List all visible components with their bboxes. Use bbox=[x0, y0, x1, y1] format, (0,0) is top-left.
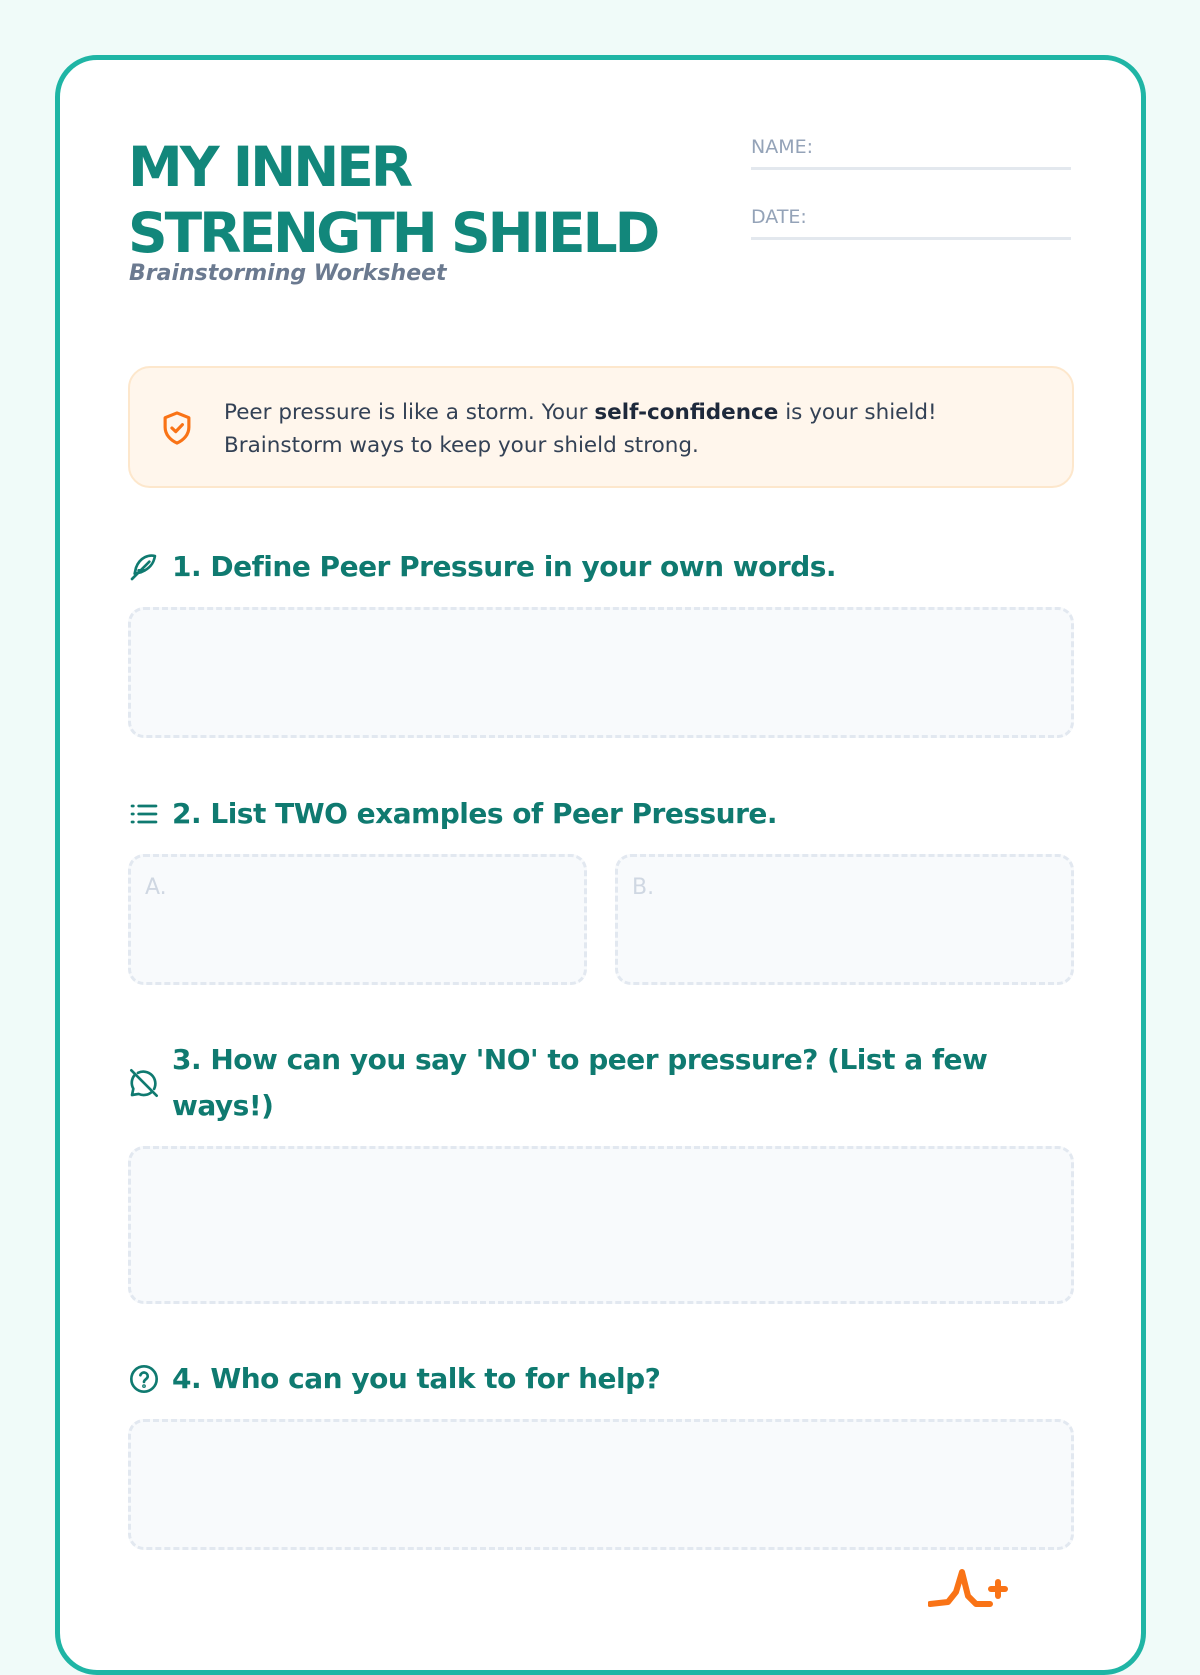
callout-text-end: is your shield! bbox=[778, 400, 937, 425]
question-4-heading bbox=[128, 1356, 1074, 1402]
callout-text bbox=[224, 396, 1044, 462]
list-icon bbox=[128, 798, 160, 830]
page-title-line-1: MY INNER bbox=[128, 135, 411, 199]
answer-box-1[interactable] bbox=[128, 607, 1074, 738]
callout-text-emphasis: self-confidence bbox=[594, 400, 779, 425]
answer-box-2b[interactable] bbox=[615, 854, 1074, 985]
page-subtitle: Brainstorming Worksheet bbox=[129, 261, 447, 286]
question-2-text: 2. List TWO examples of Peer Pressure. bbox=[172, 797, 778, 830]
callout-text-line-2: Brainstorm ways to keep your shield strong. bbox=[224, 433, 699, 458]
date-label: DATE: bbox=[751, 206, 807, 228]
callout-text-start: Peer pressure is like a storm. Your bbox=[224, 400, 595, 425]
page-title bbox=[128, 134, 657, 266]
question-2-heading bbox=[128, 791, 1074, 837]
date-field[interactable] bbox=[751, 200, 1071, 240]
answer-box-2a[interactable] bbox=[128, 854, 587, 985]
question-1-text: 1. Define Peer Pressure in your own words. bbox=[172, 550, 837, 583]
message-off-icon bbox=[128, 1067, 160, 1099]
shield-check-icon bbox=[158, 408, 196, 448]
worksheet-card bbox=[55, 55, 1146, 1675]
answer-box-2b-label: B. bbox=[632, 875, 655, 900]
question-4-text: 4. Who can you talk to for help? bbox=[172, 1362, 661, 1395]
answer-box-2a-label: A. bbox=[145, 875, 167, 900]
sparkle-zigzag-icon bbox=[928, 1530, 1018, 1610]
question-3-heading bbox=[128, 1037, 1074, 1129]
help-circle-icon bbox=[128, 1363, 160, 1395]
intro-callout bbox=[128, 366, 1074, 488]
page-title-line-2: STRENGTH SHIELD bbox=[128, 201, 658, 265]
answer-box-3[interactable] bbox=[128, 1146, 1074, 1304]
question-1-heading bbox=[128, 544, 1074, 590]
question-3-text: 3. How can you say 'NO' to peer pressure? (List a few ways!) bbox=[172, 1043, 988, 1122]
feather-pen-icon bbox=[128, 551, 160, 583]
name-label: NAME: bbox=[751, 136, 814, 158]
name-field[interactable] bbox=[751, 130, 1071, 170]
